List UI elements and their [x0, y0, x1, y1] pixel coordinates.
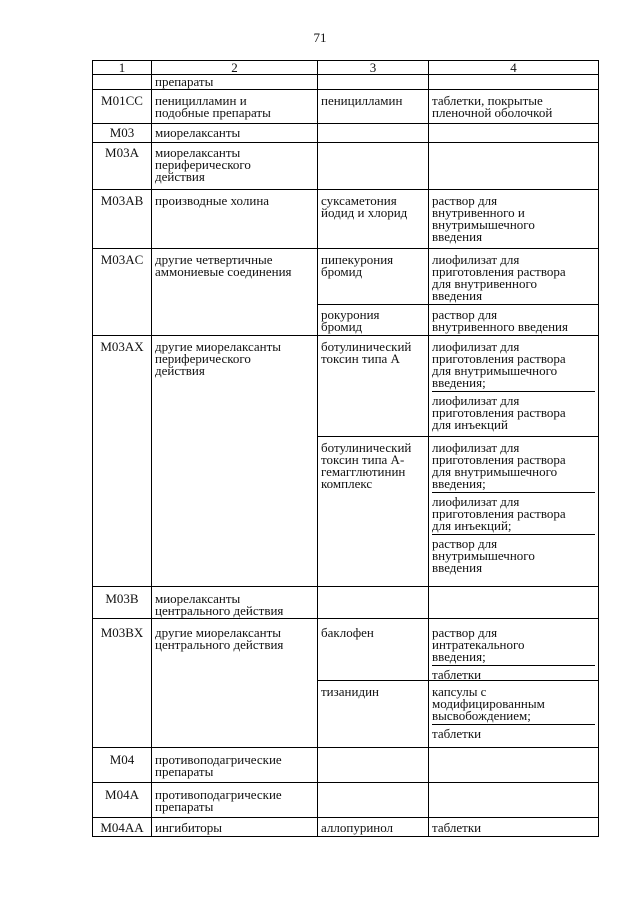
dosage-form: таблетки [432, 724, 595, 740]
page-number: 71 [313, 30, 327, 45]
drug-name: баклофен [318, 619, 429, 680]
drug-subrow [318, 680, 598, 747]
dosage-form: лиофилизат для приготовления раствора для инъекций [432, 391, 595, 431]
table-row [92, 783, 599, 818]
table-row [92, 90, 599, 124]
dosage-form: раствор для внутримышечного введения [432, 534, 595, 574]
drug-name: пипекурония бромид [318, 249, 429, 304]
table-row [92, 249, 599, 336]
atc-code: M04AA [93, 818, 152, 836]
drug-name: суксаметония йодид и хлорид [318, 190, 429, 248]
atc-code: M01CC [93, 90, 152, 123]
group-name: другие миорелаксанты центрального действия [152, 619, 318, 747]
header-cell-1: 1 [93, 61, 152, 74]
header-cell-4: 4 [510, 60, 517, 75]
drug-subrow [318, 304, 598, 335]
header-cell-2: 2 [152, 61, 318, 74]
dosage-form-list [429, 437, 598, 586]
dosage-form-list [429, 681, 598, 747]
group-name: противоподагрические препараты [152, 748, 318, 782]
group-name: миорелаксанты [152, 124, 318, 142]
table-row [92, 336, 599, 587]
header-cell-3: 3 [318, 61, 429, 74]
group-name: препараты [152, 75, 318, 89]
dosage-form: лиофилизат для приготовления раствора для внутривенного введения [432, 252, 566, 303]
atc-code: M04 [93, 748, 152, 782]
group-name: другие четвертичные аммониевые соединения [152, 249, 318, 335]
dosage-form: лиофилизат для приготовления раствора для внутримышечного введения; [432, 339, 566, 390]
drug-name: ботулинический токсин типа А [318, 336, 429, 436]
group-name: ингибиторы [152, 818, 318, 836]
dosage-form: капсулы с модифицированным высвобождением; [432, 684, 545, 723]
table-row [92, 124, 599, 143]
dosage-form: раствор для внутривенного и внутримышечного введения [432, 193, 535, 244]
atc-code: M03A [93, 143, 152, 189]
group-name: другие миорелаксанты периферического действия [152, 336, 318, 586]
drug-subrow [318, 619, 598, 680]
drug-subrow [318, 249, 598, 304]
atc-code: M03AB [93, 190, 152, 248]
atc-code: M03B [93, 587, 152, 618]
table-header-row [92, 60, 599, 75]
drug-subrow [318, 336, 598, 436]
drug-subrow [318, 436, 598, 586]
drug-name: тизанидин [318, 681, 429, 747]
dosage-form-list [429, 619, 598, 680]
atc-code [93, 75, 152, 89]
atc-code: M03AX [93, 336, 152, 586]
atc-code: M03 [93, 124, 152, 142]
drug-table [92, 60, 599, 837]
table-row [92, 748, 599, 783]
atc-code: M04A [93, 783, 152, 817]
dosage-form: таблетки, покрытые пленочной оболочкой [432, 93, 553, 120]
dosage-form: лиофилизат для приготовления раствора для инъекций; [432, 492, 595, 532]
table-row [92, 143, 599, 190]
table-row [92, 190, 599, 249]
dosage-form: таблетки [432, 820, 482, 835]
dosage-form-list [429, 336, 598, 436]
group-name: производные холина [152, 190, 318, 248]
dosage-form: раствор для интратекального введения; [432, 625, 525, 664]
dosage-form: раствор для внутривенного введения [432, 307, 568, 334]
table-row [92, 818, 599, 837]
atc-code: M03AC [93, 249, 152, 335]
group-name: пеницилламин и подобные препараты [152, 90, 318, 123]
table-row [92, 587, 599, 619]
table-row [92, 75, 599, 90]
dosage-form: таблетки [432, 665, 595, 681]
group-name: противоподагрические препараты [152, 783, 318, 817]
drug-name: ботулинический токсин типа А- гемагглютинин комплекс [318, 437, 429, 586]
atc-code: M03BX [93, 619, 152, 747]
table-row [92, 619, 599, 748]
dosage-form: лиофилизат для приготовления раствора для внутримышечного введения; [432, 440, 566, 491]
group-name: миорелаксанты периферического действия [152, 143, 318, 189]
group-name: миорелаксанты центрального действия [152, 587, 318, 618]
drug-name: аллопуринол [318, 818, 429, 836]
drug-name: пеницилламин [318, 90, 429, 123]
drug-name: рокурония бромид [318, 305, 429, 335]
